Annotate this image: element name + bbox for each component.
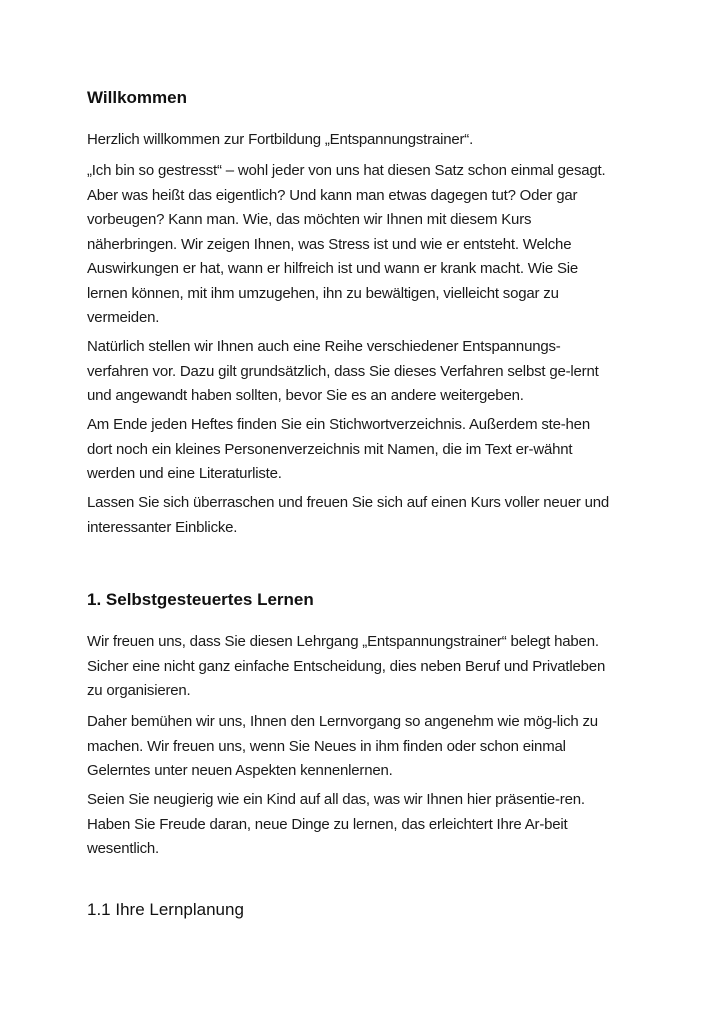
paragraph-intro: Herzlich willkommen zur Fortbildung „Entspannungstrainer“. xyxy=(87,131,474,148)
heading-selbstgesteuertes-lernen: 1. Selbstgesteuertes Lernen xyxy=(87,590,314,609)
paragraph-lehrgang: Wir freuen uns, dass Sie diesen Lehrgang „Entspannungstrainer“ belegt haben. Sicher eine nicht ganz einfache Entscheidung, dies neben Beruf und Privatleben zu organisieren. xyxy=(87,633,606,699)
heading-willkommen: Willkommen xyxy=(87,88,187,107)
paragraph-verzeichnis: Am Ende jeden Heftes finden Sie ein Stichwortverzeichnis. Außerdem ste-hen dort noch ein kleines Personenverzeichnis mit Namen, die im Text er-wähnt werden und eine Literaturliste. xyxy=(87,416,590,482)
paragraph-ueberraschen: Lassen Sie sich überraschen und freuen Sie sich auf einen Kurs voller neuer und interessanter Einblicke. xyxy=(87,494,610,536)
paragraph-verfahren: Natürlich stellen wir Ihnen auch eine Reihe verschiedener Entspannungs-verfahren vor. Dazu gilt grundsätzlich, dass Sie dieses Verfahren selbst ge-lernt und angewandt haben sollten, bevor Sie es an andere weitergeben. xyxy=(87,338,599,404)
paragraph-lernvorgang: Daher bemühen wir uns, Ihnen den Lernvorgang so angenehm wie mög-lich zu machen. Wir freuen uns, wenn Sie Neues in ihm finden oder schon einmal Gelerntes unter neuen Aspekten kennenlernen. xyxy=(87,713,598,779)
paragraph-neugierig: Seien Sie neugierig wie ein Kind auf all das, was wir Ihnen hier präsentie-ren. Haben Sie Freude daran, neue Dinge zu lernen, das erleichtert Ihre Ar-beit wesentlich. xyxy=(87,791,585,857)
paragraph-stress: „Ich bin so gestresst“ – wohl jeder von uns hat diesen Satz schon einmal gesagt. Aber was heißt das eigentlich? Und kann man etwas dagegen tut? Oder gar vorbeugen? Kann man. Wie, das möchten wir Ihnen mit diesem Kurs näherbringen. Wir zeigen Ihnen, was Stress ist und wie er entsteht. Welche Auswirkungen er hat, wann er hilfreich ist und wann er krank macht. Wie Sie lernen können, mit ihm umzugehen, ihn zu bewältigen, vielleicht sogar zu vermeiden. xyxy=(87,162,606,326)
heading-lernplanung: 1.1 Ihre Lernplanung xyxy=(87,900,244,919)
